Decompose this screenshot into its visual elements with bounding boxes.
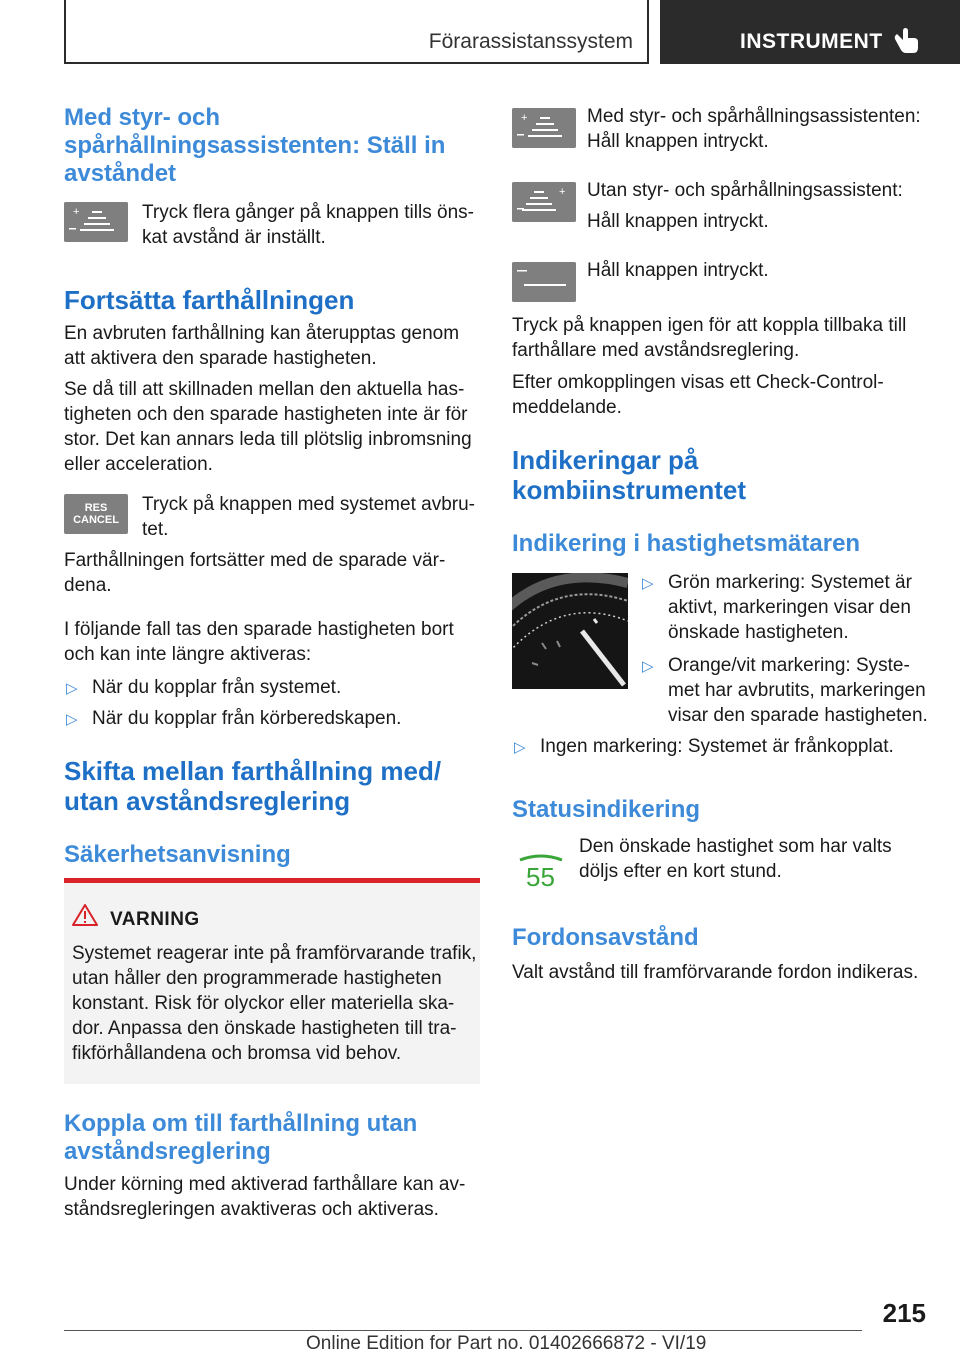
res-cancel-button-icon (64, 494, 128, 534)
list-item: ▷ Grön markering: Systemet är aktivt, markeringen visar den önskade hastigheten. (642, 572, 912, 643)
button-2-text-b: Håll knappen intryckt. (587, 211, 769, 232)
header-section-tab (64, 0, 649, 64)
distance-text: Tryck flera gånger på knappen tills önskat avstånd är inställt. (142, 202, 474, 248)
warning-title: VARNING (110, 909, 200, 930)
heading-switch-to-cruise: Koppla om till farthållning utan avståndsreglering (64, 1110, 418, 1165)
list-item: ▷ När du kopplar från körberedskapen. (64, 706, 480, 731)
distance-button-icon (512, 108, 576, 148)
warning-box (64, 878, 480, 1084)
heading-speedometer: Indikering i hastighetsmätaren (512, 530, 861, 557)
res-button-row (64, 492, 480, 542)
resume-text-1: En avbruten farthållning kan återupptas genom att aktivera den sparade hastigheten. (64, 323, 460, 369)
svg-text:+: + (559, 186, 566, 198)
speedometer-image (512, 573, 628, 689)
heading-set-distance: Med styr- och spårhållningsassistenten: Ställ in avståndet (64, 104, 446, 187)
status-row (512, 834, 928, 892)
speed-status-icon (518, 850, 564, 894)
heading-switch-cruise: Skifta mellan farthållning med/ utan avståndsreglering (64, 756, 442, 816)
press-again-text: Tryck på knappen igen för att koppla tillbaka till farthållare med avståndsreglering. (512, 315, 907, 361)
warning-text: Systemet reagerar inte på framförvarande trafik, utan håller den programmerade hastigheten konstant. Risk för olyckor eller materiella skador. Anpassa den önskade hastigheten till trafikförhållandena och bromsa vid behov. (72, 943, 477, 1064)
warning-triangle-icon (72, 903, 98, 927)
list-item: ▷ När du kopplar från systemet. (64, 675, 480, 700)
triangle-bullet-icon: ▷ (514, 739, 526, 756)
switch-text: Under körning med aktiverad farthållare kan avståndsregleringen avaktiveras och aktiveras. (64, 1174, 466, 1220)
list-item: ▷ Orange/vit markering: Systemet har avbrutits, markeringen visar den sparade hastigheten. (642, 655, 928, 726)
triangle-bullet-icon: ▷ (642, 658, 654, 675)
heading-safety: Säkerhetsanvisning (64, 841, 291, 868)
triangle-bullet-icon: ▷ (642, 575, 654, 592)
button-row-2 (512, 178, 928, 234)
footer-divider (64, 1330, 862, 1331)
vehicle-distance-text: Valt avstånd till framförvarande fordon indikeras. (512, 962, 919, 983)
header-chapter-tab (660, 0, 960, 64)
distance-button-icon (64, 202, 128, 242)
button-row-1 (512, 104, 928, 154)
res-text: Tryck på knappen med systemet avbrutet. (142, 494, 475, 540)
page-number: 215 (882, 1298, 926, 1328)
heading-resume-cruise: Fortsätta farthållningen (64, 285, 355, 315)
heading-status: Statusindikering (512, 796, 701, 823)
header-section-title: Förarassistanssystem (428, 30, 633, 53)
status-speed-value: 55 (526, 862, 555, 892)
heading-vehicle-distance: Fordonsavstånd (512, 924, 699, 951)
button-row-3 (512, 258, 928, 283)
button-2-text-a: Utan styr- och spårhållningsassistent: (587, 180, 903, 201)
header-chapter-title: INSTRUMENT (740, 30, 883, 53)
following-cases-text: I följande fall tas den sparade hastigheten bort och kan inte längre aktiveras: (64, 619, 454, 665)
triangle-bullet-icon: ▷ (66, 680, 78, 697)
resume-text-2: Se då till att skillnaden mellan den aktuella hastigheten och den sparade hastigheten inte är för stor. Det kan annars leda till plötslig inbromsning eller acceleration. (64, 379, 472, 475)
triangle-bullet-icon: ▷ (66, 711, 78, 728)
svg-text:+: + (73, 206, 80, 218)
button-1-text: Med styr- och spårhållningsassistenten: Håll knappen intryckt. (587, 106, 921, 152)
after-switch-text: Efter omkopplingen visas ett Check-Control-meddelande. (512, 372, 884, 418)
list-item: ▷ Ingen markering: Systemet är frånkopplat. (512, 734, 928, 759)
svg-text:+: + (521, 112, 528, 124)
footer-edition: Online Edition for Part no. 01402666872 - VI/19 (306, 1333, 707, 1354)
cruise-button-icon (512, 262, 576, 302)
pointing-hand-icon (894, 26, 920, 54)
heading-indications: Indikeringar på kombiinstrumentet (512, 445, 747, 505)
cancel-label: CANCEL (73, 514, 119, 526)
distance-button-icon (512, 182, 576, 222)
res-label: RES (84, 502, 108, 514)
distance-button-row (64, 200, 480, 250)
button-3-text: Håll knappen intryckt. (587, 260, 769, 281)
status-text: Den önskade hastighet som har valts döljs efter en kort stund. (579, 836, 892, 882)
continue-text: Farthållningen fortsätter med de sparade värdena. (64, 550, 446, 596)
